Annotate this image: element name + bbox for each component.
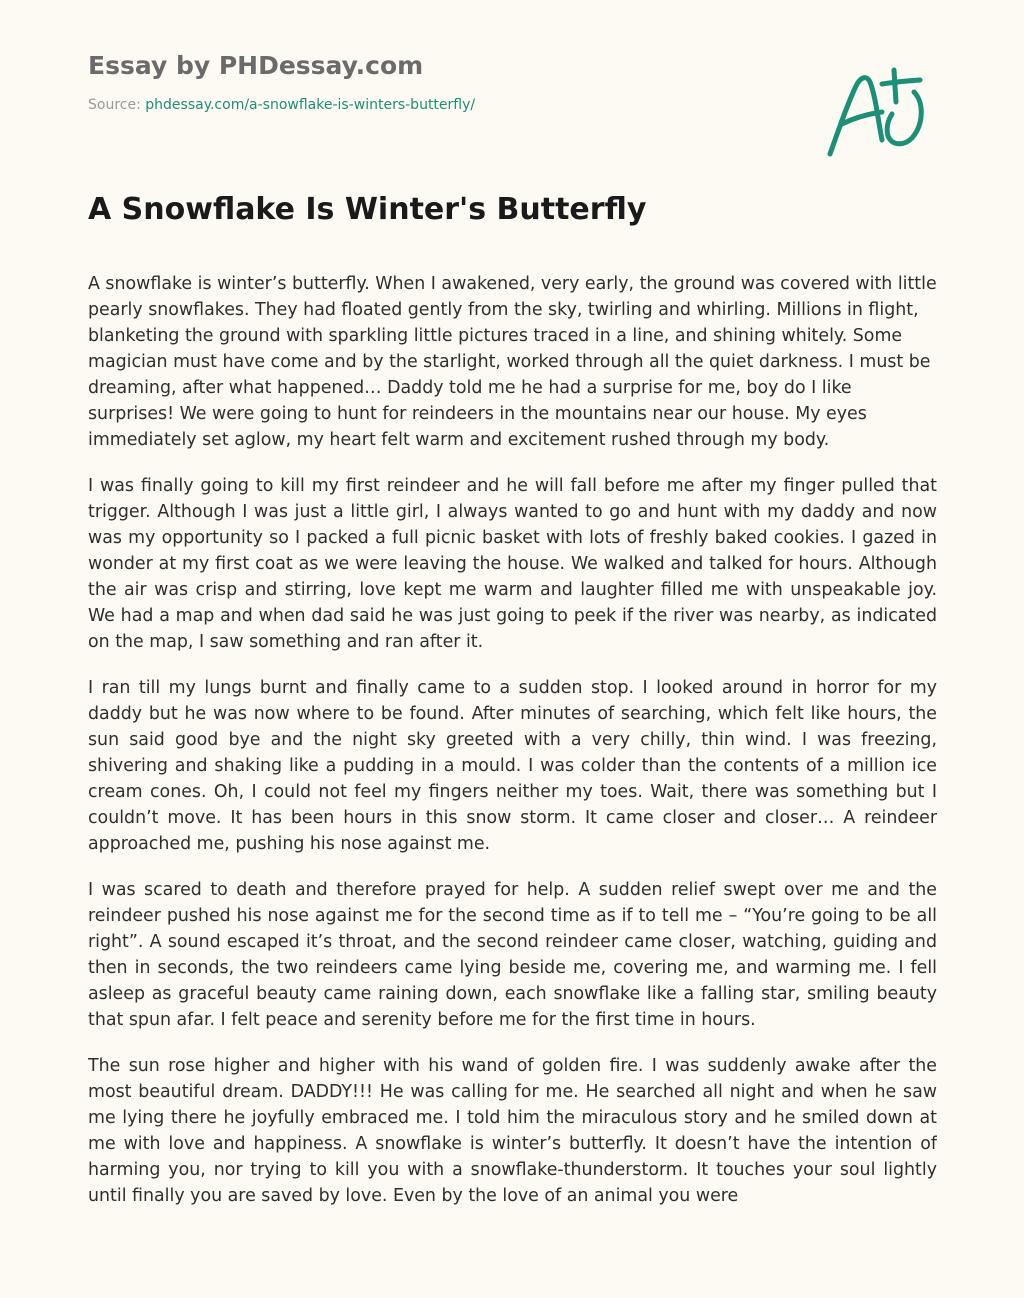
brand-title: Essay by PHDessay.com (88, 51, 424, 80)
page-title: A Snowflake Is Winter's Butterfly (88, 192, 647, 227)
essay-paragraph: I ran till my lungs burnt and finally came to a sudden stop. I looked around in horror for my daddy but he was now where to be found. After minutes of searching, which felt like hours, the sun said good bye and the night sky greeted with a very chilly, thin wind. I was freezing, shivering and shaking like a pudding in a mould. I was colder than the contents of a million ice cream cones. Oh, I could not feel my fingers neither my toes. Wait, there was something but I couldn’t move. It has been hours in this snow storm. It came closer and closer… A reindeer approached me, pushing his nose against me. (88, 678, 937, 854)
source-line (88, 96, 936, 114)
essay-paragraph: I was scared to death and therefore prayed for help. A sudden relief swept over me and the reindeer pushed his nose against me for the second time as if to tell me – “You’re going to be all right”. A sound escaped it’s throat, and the second reindeer came closer, watching, guiding and then in seconds, the two reindeers came lying beside me, covering me, and warming me. I fell asleep as graceful beauty came raining down, each snowflake like a falling star, smiling beauty that spun afar. I felt peace and serenity before me for the first time in hours. (88, 880, 937, 1030)
source-label: Source: (88, 97, 141, 113)
a-plus-grade-icon (820, 62, 930, 162)
essay-paragraph: The sun rose higher and higher with his wand of golden fire. I was suddenly awake after the most beautiful dream. DADDY!!! He was calling for me. He searched all night and when he saw me lying there he joyfully embraced me. I told him the miraculous story and he smiled down at me with love and happiness. A snowflake is winter’s butterfly. It doesn’t have the intention of harming you, nor trying to kill you with a snowflake-thunderstorm. It touches your soul lightly until finally you are saved by love. Even by the love of an animal you were (88, 1056, 937, 1206)
source-link[interactable]: phdessay.com/a-snowflake-is-winters-butterfly/ (145, 97, 476, 113)
essay-body (88, 271, 937, 1298)
page-header (88, 50, 936, 114)
essay-paragraph: I was finally going to kill my first reindeer and he will fall before me after my finger pulled that trigger. Although I was just a little girl, I always wanted to go and hunt with my daddy and now was my opportunity so I packed a full picnic basket with lots of freshly baked cookies. I gazed in wonder at my first coat as we were leaving the house. We walked and talked for hours. Although the air was crisp and stirring, love kept me warm and laughter filled me with unspeakable joy. We had a map and when dad said he was just going to peek if the river was nearby, as indicated on the map, I saw something and ran after it. (88, 476, 937, 652)
essay-paragraph: A snowflake is winter’s butterfly. When I awakened, very early, the ground was covered with little pearly snowflakes. They had floated gently from the sky, twirling and whirling. Millions in flight, blanketing the ground with sparkling little pictures traced in a line, and shining whitely. Some magician must have come and by the starlight, worked through all the quiet darkness. I must be dreaming, after what happened… Daddy told me he had a surprise for me, boy do I like surprises! We were going to hunt for reindeers in the mountains near our house. My eyes immediately set aglow, my heart felt warm and excitement rushed through my body. (88, 274, 937, 450)
